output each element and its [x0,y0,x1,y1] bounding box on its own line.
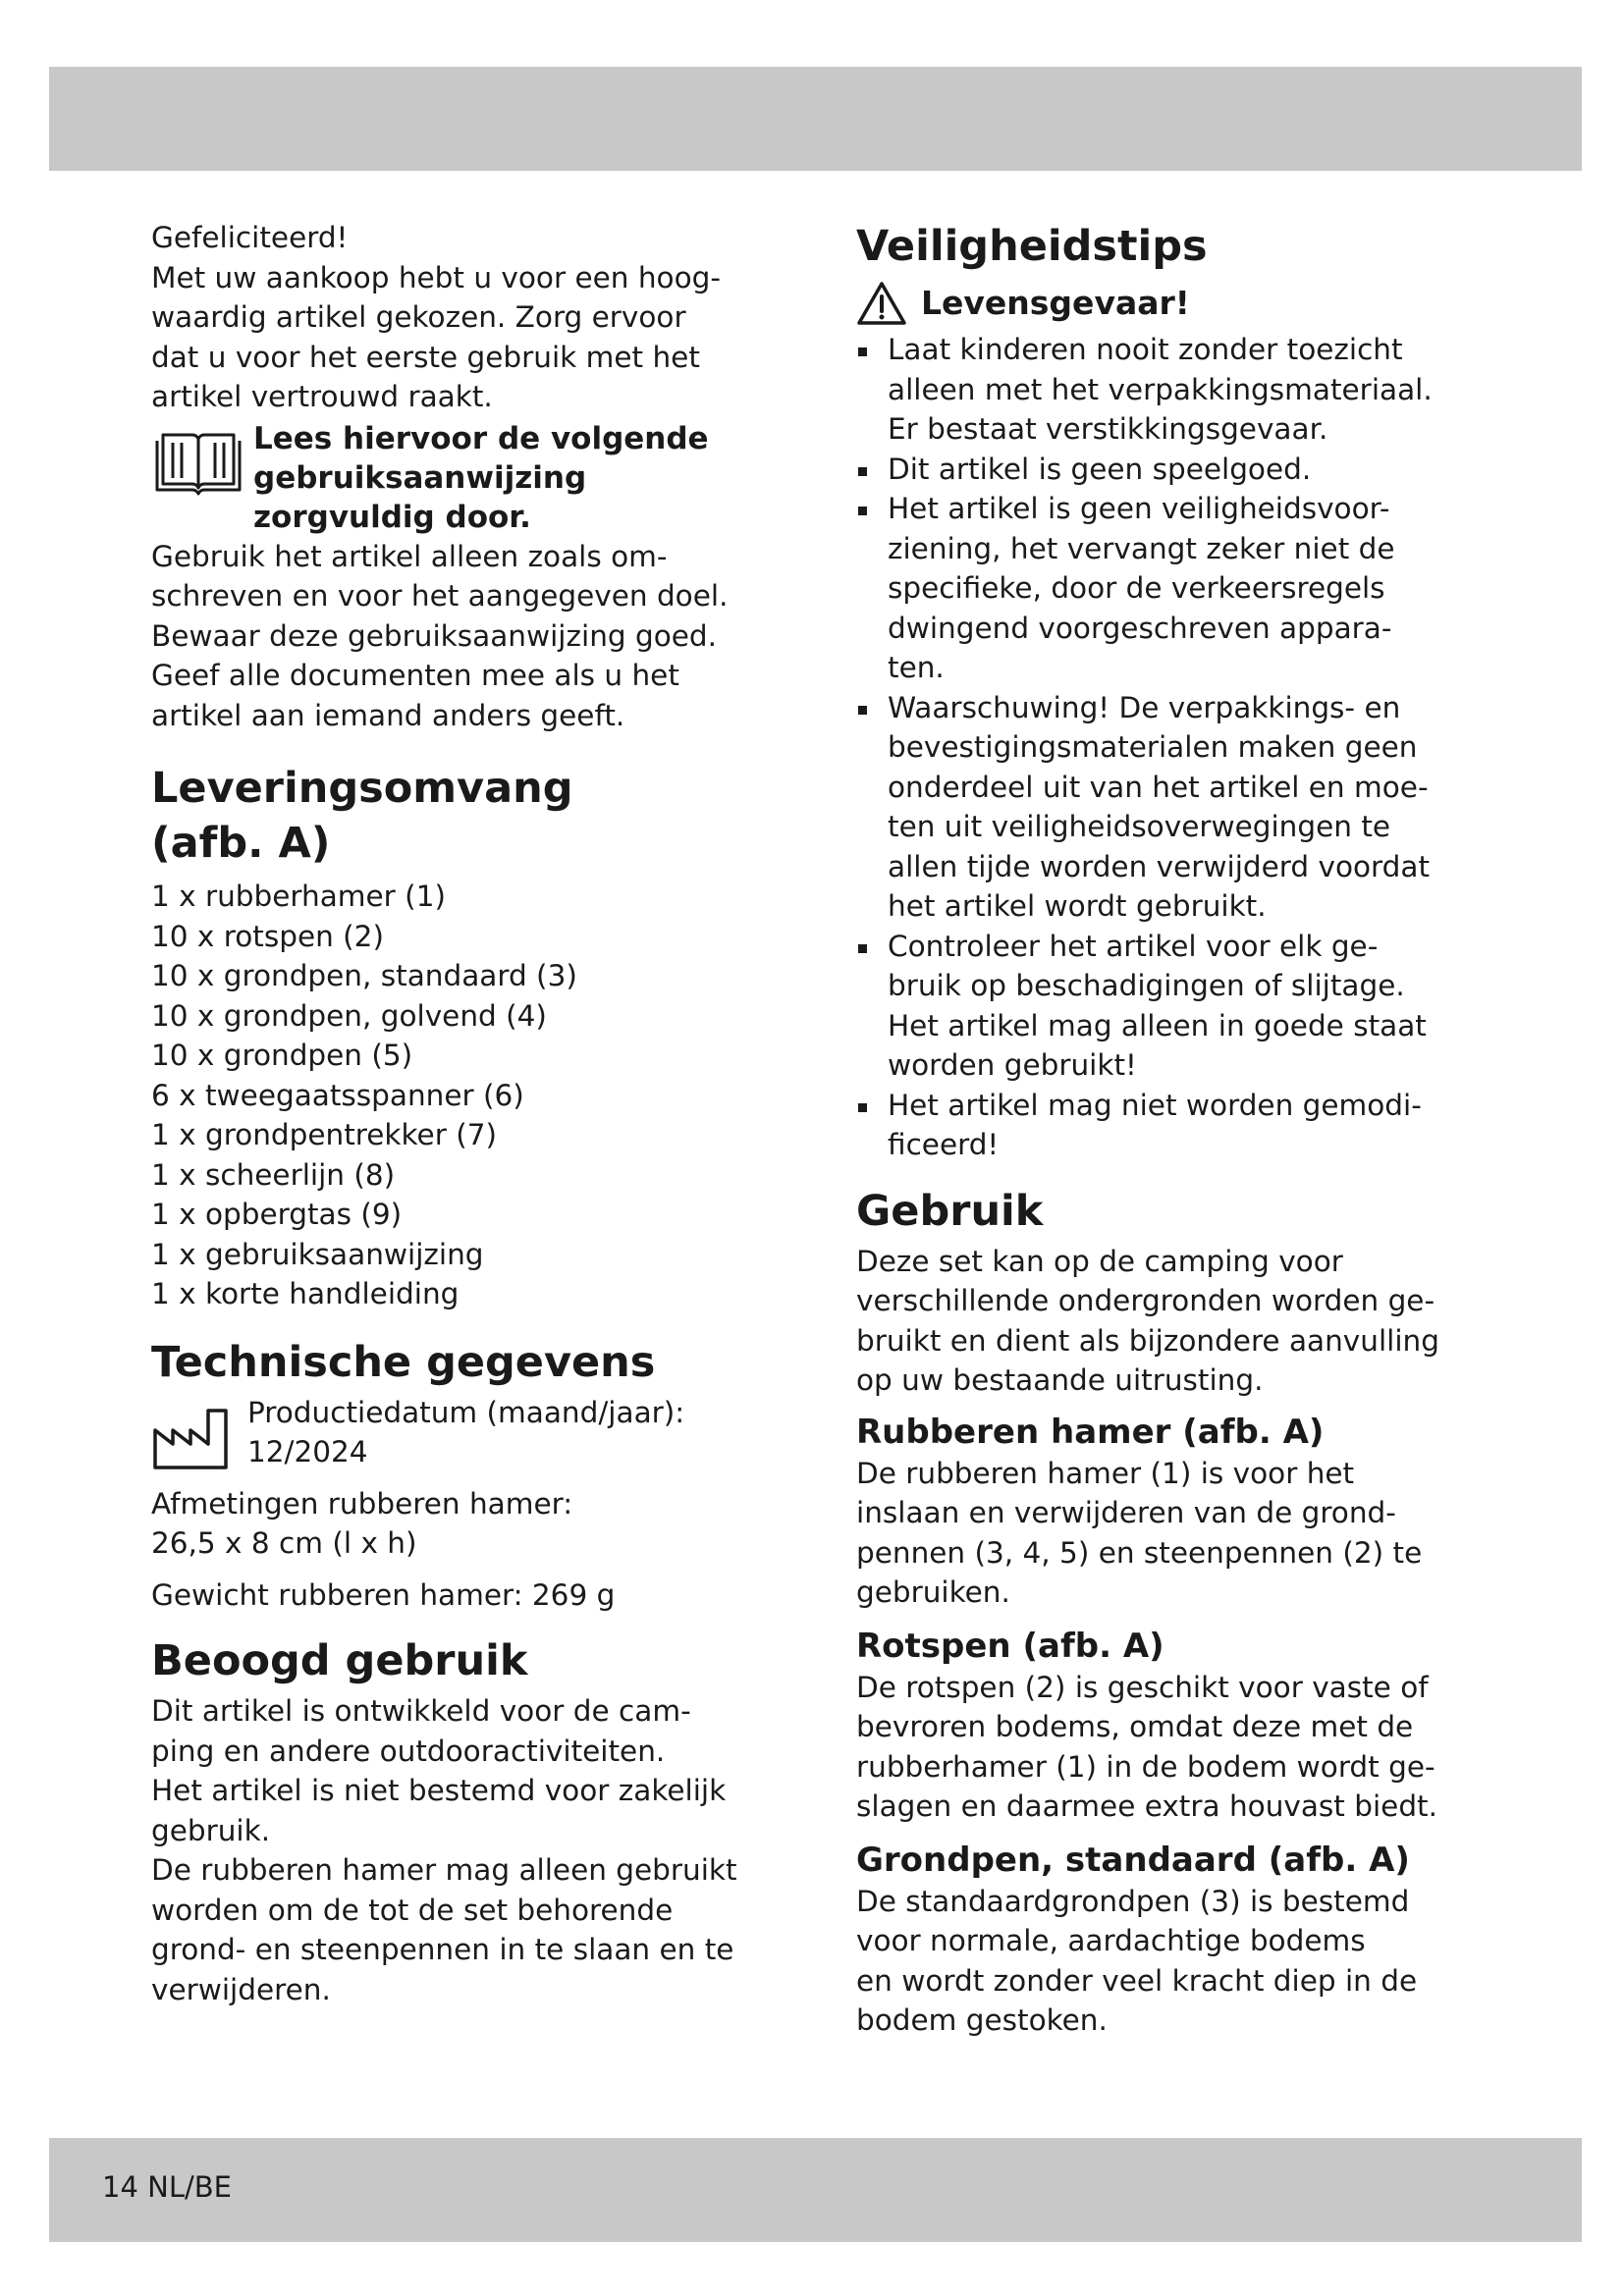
tech-heading: Technische gegevens [151,1337,656,1387]
production-date-text: Productiedatum (maand/jaar): 12/2024 [247,1395,685,1468]
dimensions-text: Afmetingen rubberen hamer: 26,5 x 8 cm (l x h) [151,1486,573,1560]
intended-use-text: Dit artikel is ontwikkeld voor de cam- ping en andere outdooractiviteiten. Het artikel is niet bestemd voor zakelijk gebruik. De rubberen hamer mag alleen gebruikt worden om de tot de set behorende grond- en steenpennen in te slaan en te verwijderen. [151,1694,737,2006]
list-item: Controleer het artikel voor elk ge- bruik op beschadigingen of slijtage. Het artikel mag alleen in goede staat worden gebruikt! [856,927,1485,1086]
list-item: Het artikel is geen veiligheidsvoor- ziening, het vervangt zeker niet de specifieke, door de verkeersregels dwingend voorgeschreven appara- ten. [856,489,1485,688]
footer-band [49,2138,1582,2242]
intended-use-heading: Beoogd gebruik [151,1636,528,1685]
list-item: Waarschuwing! De verpakkings- en bevestigingsmaterialen maken geen onderdeel uit van het artikel en moe- ten uit veiligheidsoverwegingen te allen tijde worden verwijderd voordat het artikel wordt gebruikt. [856,688,1485,927]
production-date-row [151,1393,780,1472]
right-column [856,218,1485,2041]
grondpen-text: De standaardgrondpen (3) is bestemd voor normale, aardachtige bodems en wordt zonder veel kracht diep in de bodem gestoken. [856,1884,1418,2037]
list-item: Dit artikel is geen speelgoed. [856,450,1485,490]
usage-info-text: Gebruik het artikel alleen zoals om- schreven en voor het aangegeven doel. Bewaar deze gebruiksaanwijzing goed. Geef alle documenten mee als u het artikel aan iemand anders geeft. [151,539,729,732]
list-item: 1 x grondpentrekker (7) [151,1118,497,1151]
warning-triangle-icon [856,281,907,326]
list-item: 10 x rotspen (2) [151,919,384,953]
list-item: Laat kinderen nooit zonder toezicht alleen met het verpakkingsmateriaal. Er bestaat verstikkingsgevaar. [856,330,1485,450]
danger-warning [856,281,1485,326]
header-band [49,67,1582,171]
notice-text: Lees hiervoor de volgende gebruiksaanwijzing zorgvuldig door. [253,420,709,535]
list-item: 1 x gebruiksaanwijzing [151,1237,484,1271]
weight-text: Gewicht rubberen hamer: 269 g [151,1577,616,1612]
list-item: 1 x rubberhamer (1) [151,880,446,913]
factory-date-icon [151,1407,236,1471]
list-item: Het artikel mag niet worden gemodi- ficeerd! [856,1086,1485,1165]
intro-text: Gefeliciteerd! Met uw aankoop hebt u voor een hoog- waardig artikel gekozen. Zorg ervoor dat u voor het eerste gebruik met het artikel vertrouwd raakt. [151,221,722,413]
book-icon [151,429,245,498]
hammer-text: De rubberen hamer (1) is voor het inslaan en verwijderen van de grond- pennen (3, 4, 5) en steenpennen (2) te gebruiken. [856,1456,1423,1609]
rotspen-heading: Rotspen (afb. A) [856,1626,1164,1666]
rotspen-text: De rotspen (2) is geschikt voor vaste of bevroren bodems, omdat deze met de rubberhamer (1) in de bodem wordt ge- slagen en daarmee extra houvast biedt. [856,1670,1437,1823]
hammer-heading: Rubberen hamer (afb. A) [856,1412,1325,1452]
list-item: 6 x tweegaatsspanner (6) [151,1078,524,1112]
list-item: 1 x korte handleiding [151,1277,460,1310]
scope-heading: Leveringsomvang (afb. A) [151,764,573,868]
danger-label: Levensgevaar! [921,284,1190,322]
scope-list [151,877,780,1314]
page-number: 14 NL/BE [102,2170,232,2204]
list-item: 10 x grondpen, golvend (4) [151,998,547,1033]
safety-heading: Veiligheidstips [856,222,1208,271]
list-item: 10 x grondpen (5) [151,1039,413,1072]
use-text: Deze set kan op de camping voor verschillende ondergronden worden ge- bruikt en dient als bijzondere aanvulling op uw bestaande uitrusting. [856,1244,1439,1397]
use-heading: Gebruik [856,1186,1044,1236]
list-item: 1 x opbergtas (9) [151,1198,403,1231]
list-item: 1 x scheerlijn (8) [151,1157,396,1192]
grondpen-heading: Grondpen, standaard (afb. A) [856,1840,1410,1880]
safety-list [856,330,1485,1165]
left-column [151,218,780,2009]
read-instructions-notice [151,419,780,537]
list-item: 10 x grondpen, standaard (3) [151,959,577,992]
